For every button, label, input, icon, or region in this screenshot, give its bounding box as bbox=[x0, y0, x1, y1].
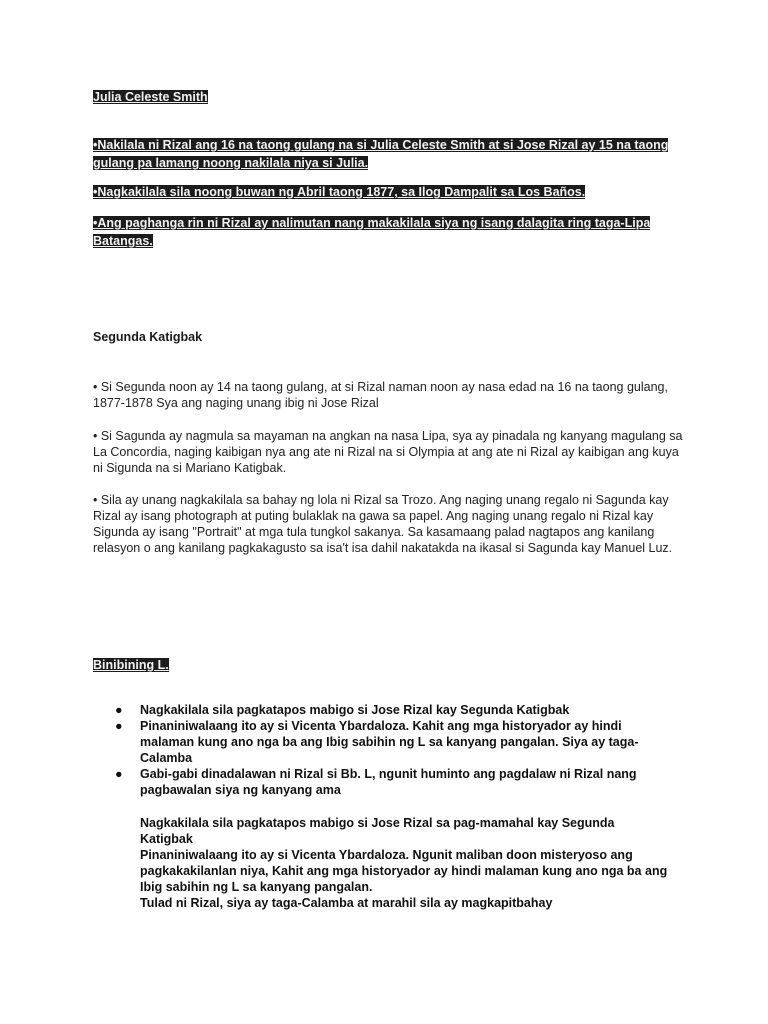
list-item-text: Pinaniniwalaang ito ay si Vicenta Ybardaloza. Kahit ang mga historyador ay hindi malaman kung ano nga ba ang Ibig sabihin ng L sa kanyang pangalan. Siya ay taga-Calamba bbox=[140, 719, 639, 765]
julia-paragraph-1 bbox=[93, 136, 683, 172]
binibining-bullet-list bbox=[110, 702, 670, 798]
extra-paragraph-2: Pinaniniwalaang ito ay si Vicenta Ybardaloza. Ngunit maliban doon misteryoso ang pagkakakilanlan niya, Kahit ang mga historyador ay hindi malaman kung ano nga ba ang Ibig sabihin ng L sa kanyang pangalan. bbox=[140, 848, 668, 894]
segunda-paragraph-1: • Si Segunda noon ay 14 na taong gulang, at si Rizal naman noon ay nasa edad na 16 na taong gulang, 1877-1878 Sya ang naging unang ibig ni Jose Rizal bbox=[93, 380, 668, 410]
segunda-heading: Segunda Katigbak bbox=[93, 330, 203, 344]
julia-paragraph-2 bbox=[93, 183, 683, 201]
julia-text-1: •Nakilala ni Rizal ang 16 na taong gulang na si Julia Celeste Smith at si Jose Rizal ay 15 na taong gulang pa lamang noong nakilala niya si Julia. bbox=[93, 138, 669, 170]
extra-paragraph-1: Nagkakilala sila pagkatapos mabigo si Jose Rizal sa pag-mamahal kay Segunda Katigbak bbox=[140, 816, 615, 846]
extra-paragraph-3: Tulad ni Rizal, siya ay taga-Calamba at marahil sila ay magkapitbahay bbox=[140, 896, 553, 910]
binibining-heading-block bbox=[93, 656, 683, 674]
julia-text-3: •Ang paghanga rin ni Rizal ay nalimutan nang makakilala siya ng isang dalagita ring taga-Lipa Batangas. bbox=[93, 216, 651, 248]
segunda-paragraph-2: • Si Sagunda ay nagmula sa mayaman na angkan na nasa Lipa, sya ay pinadala ng kanyang magulang sa La Concordia, naging kaibigan nya ang ate ni Rizal na si Olympia at ang ate ni Rizal ay kaibigan ang kuya ni Sigunda na si Mariano Katigbak. bbox=[93, 429, 683, 475]
list-item bbox=[110, 766, 670, 798]
list-item bbox=[110, 702, 670, 718]
binibining-heading: Binibining L. bbox=[93, 658, 169, 672]
bullet-dot-icon: ● bbox=[115, 719, 123, 733]
julia-heading-block bbox=[93, 88, 683, 106]
bullet-dot-icon: ● bbox=[115, 703, 123, 717]
julia-text-2: •Nagkakilala sila noong buwan ng Abril taong 1877, sa Ilog Dampalit sa Los Baños. bbox=[93, 185, 586, 199]
segunda-paragraph-3: • Sila ay unang nagkakilala sa bahay ng lola ni Rizal sa Trozo. Ang naging unang regalo ni Sagunda kay Rizal ay isang photograph at puting bulaklak na gawa sa papel. Ang naging unang regalo ni Rizal kay Sigunda ay isang "Portrait" at mga tula tungkol sakanya. Sa kasamaang palad nagtapos ang kanilang relasyon o ang kanilang pagkakagusto sa isa't isa dahil nakatakda na ikasal si Sagunda kay Manuel Luz. bbox=[93, 493, 673, 555]
bullet-dot-icon: ● bbox=[115, 767, 123, 781]
julia-heading: Julia Celeste Smith bbox=[93, 90, 208, 104]
list-item-text: Nagkakilala sila pagkatapos mabigo si Jose Rizal kay Segunda Katigbak bbox=[140, 703, 570, 717]
list-item bbox=[110, 718, 670, 766]
julia-paragraph-3 bbox=[93, 214, 683, 250]
binibining-extra-block bbox=[140, 815, 670, 911]
list-item-text: Gabi-gabi dinadalawan ni Rizal si Bb. L, ngunit huminto ang pagdalaw ni Rizal nang pagbawalan siya ng kanyang ama bbox=[140, 767, 637, 797]
